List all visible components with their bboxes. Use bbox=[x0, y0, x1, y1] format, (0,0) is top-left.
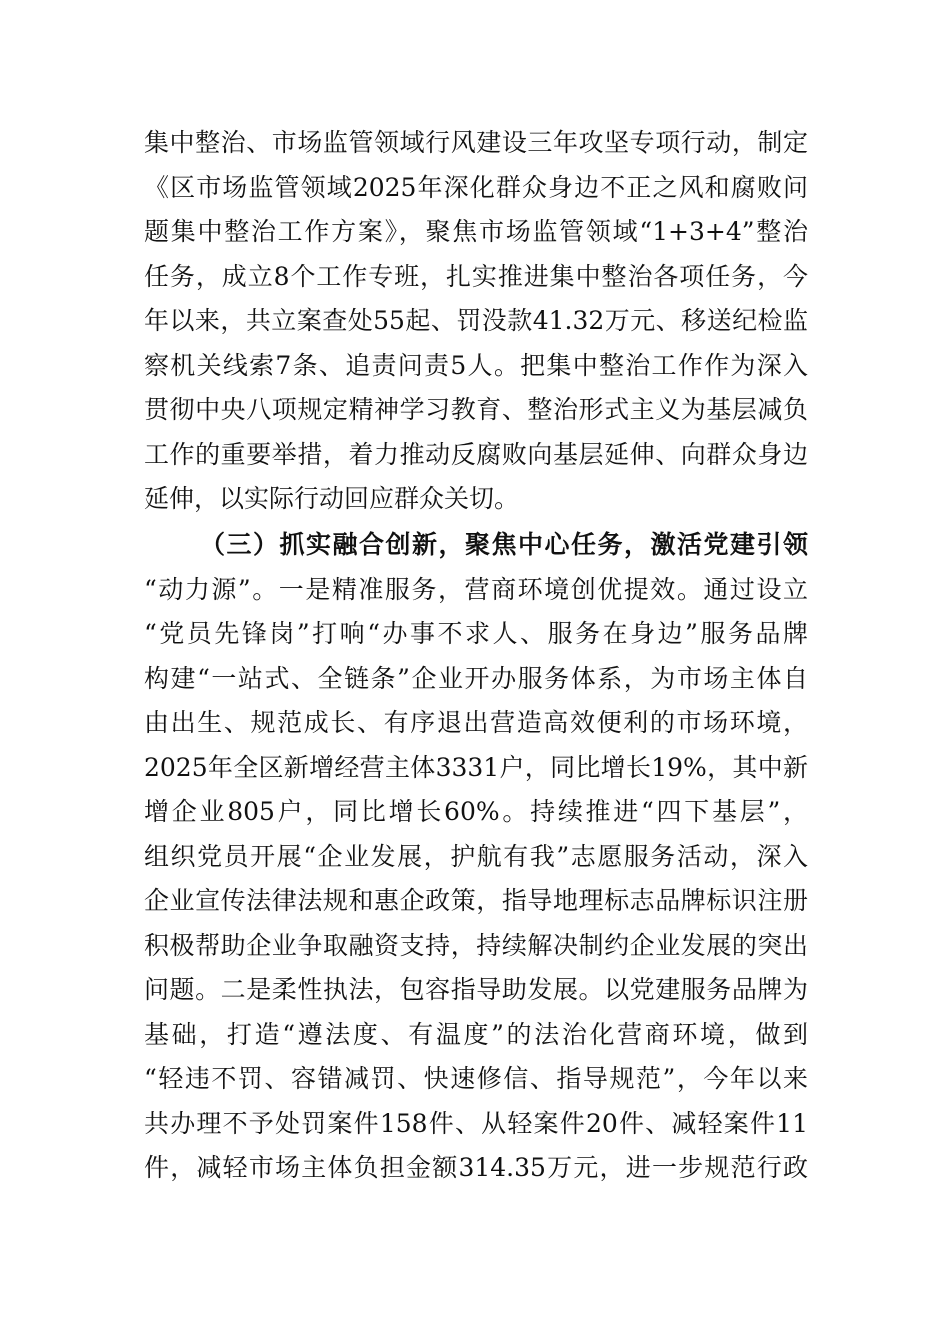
text-line: 积极帮助企业争取融资支持，持续解决制约企业发展的突出 bbox=[144, 930, 808, 960]
text-line: 共办理不予处罚案件158件、从轻案件20件、减轻案件11 bbox=[144, 1108, 808, 1138]
text-line: 年以来，共立案查处55起、罚没款41.32万元、移送纪检监 bbox=[144, 306, 808, 335]
text-line: 由出生、规范成长、有序退出营造高效便利的市场环境， bbox=[144, 708, 808, 737]
text-line: 增企业805户，同比增长60%。持续推进“四下基层”， bbox=[144, 797, 808, 826]
text-line: 构建“一站式、全链条”企业开办服务体系，为市场主体自 bbox=[144, 663, 808, 693]
text-line: 察机关线索7条、追责问责5人。把集中整治工作作为深入 bbox=[144, 350, 808, 380]
text-line: 问题。二是柔性执法，包容指导助发展。以党建服务品牌为 bbox=[144, 975, 808, 1004]
text-line: 组织党员开展“企业发展，护航有我”志愿服务活动，深入 bbox=[144, 841, 808, 871]
text-line: 集中整治、市场监管领域行风建设三年攻坚专项行动，制定 bbox=[144, 128, 808, 157]
text-line: 延伸，以实际行动回应群众关切。 bbox=[144, 484, 520, 513]
text-line: 题集中整治工作方案》，聚焦市场监管领域“1+3+4”整治 bbox=[144, 217, 808, 246]
text-line: “轻违不罚、容错减罚、快速修信、指导规范”，今年以来 bbox=[144, 1064, 808, 1093]
text-line: 基础，打造“遵法度、有温度”的法治化营商环境，做到 bbox=[144, 1019, 808, 1049]
text-line: 贯彻中央八项规定精神学习教育、整治形式主义为基层减负 bbox=[144, 395, 808, 424]
text-line: “动力源”。一是精准服务，营商环境创优提效。通过设立 bbox=[144, 574, 808, 604]
text-line: 件，减轻市场主体负担金额314.35万元，进一步规范行政 bbox=[144, 1153, 808, 1182]
text-line: “党员先锋岗”打响“办事不求人、服务在身边”服务品牌 bbox=[144, 619, 808, 648]
section-heading: （三）抓实融合创新，聚焦中心任务，激活党建引领 bbox=[200, 530, 808, 559]
text-line: 工作的重要举措，着力推动反腐败向基层延伸、向群众身边 bbox=[144, 439, 808, 469]
text-line: 2025年全区新增经营主体3331户，同比增长19%，其中新 bbox=[144, 752, 808, 782]
paragraph-section-three bbox=[144, 523, 808, 1191]
text-line: 任务，成立8个工作专班，扎实推进集中整治各项任务，今 bbox=[144, 261, 808, 291]
paragraph-anti-corruption bbox=[144, 121, 808, 522]
text-line: 《区市场监管领域2025年深化群众身边不正之风和腐败问 bbox=[144, 172, 808, 202]
text-line: 企业宣传法律法规和惠企政策，指导地理标志品牌标识注册 bbox=[144, 886, 808, 915]
